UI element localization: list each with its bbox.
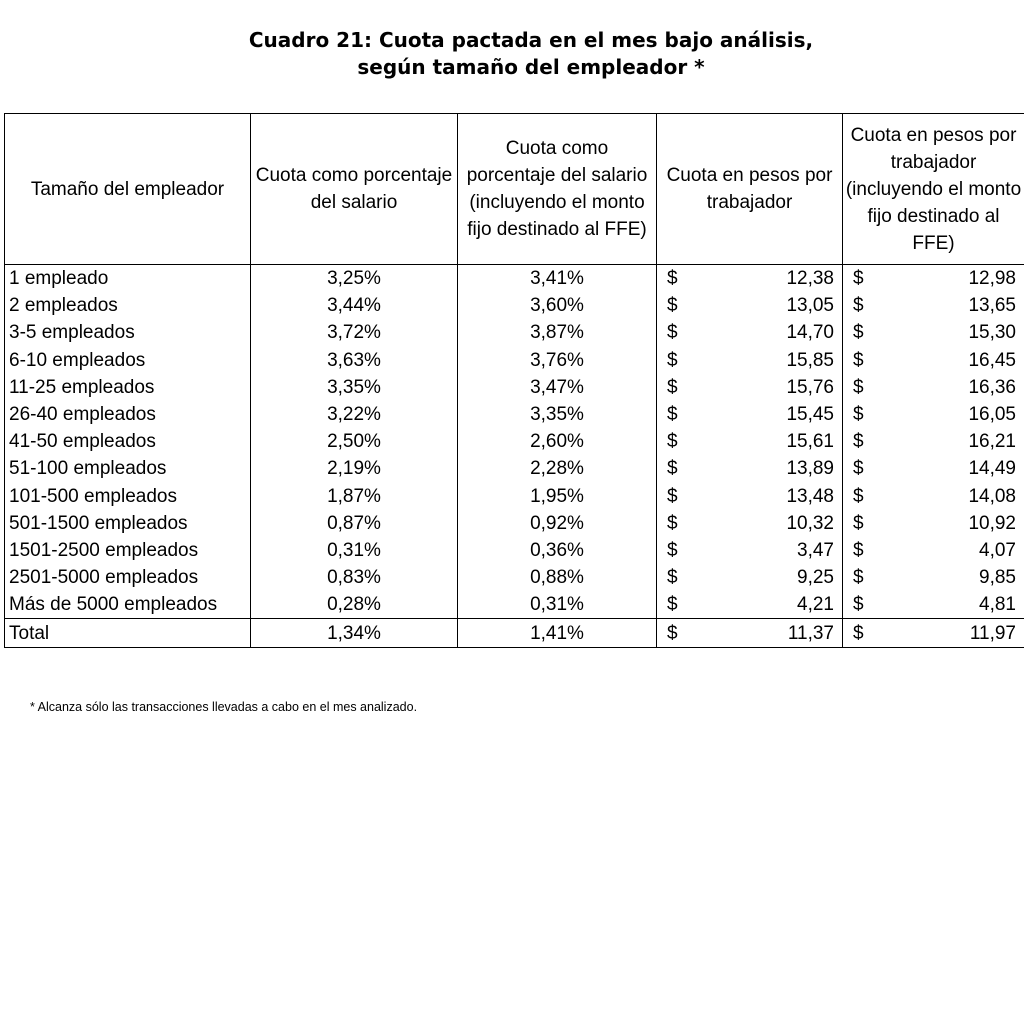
pct-salary-ffe-cell: 3,47% [458,374,657,401]
pct-salary-cell: 0,87% [251,510,458,537]
pct-salary-cell: 3,22% [251,401,458,428]
employer-size-cell: 41-50 empleados [5,428,251,455]
pct-salary-cell: 0,83% [251,564,458,591]
amount-value: 15,61 [786,431,834,453]
pesos-worker-cell [657,510,843,537]
pesos-worker-ffe-cell [843,455,1024,482]
amount-value: 4,07 [979,539,1016,561]
amount-value: 16,05 [968,404,1016,426]
currency-symbol: $ [853,322,864,344]
pesos-worker-ffe-cell [843,510,1024,537]
pct-salary-ffe-cell: 3,87% [458,319,657,346]
pesos-worker-ffe-cell [843,483,1024,510]
currency-symbol: $ [667,485,678,507]
pesos-worker-cell [657,428,843,455]
employer-size-cell: Total [5,619,251,647]
pct-salary-ffe-cell: 3,41% [458,265,657,293]
pesos-worker-cell [657,401,843,428]
header-pesos-worker: Cuota en pesos por trabajador [657,114,843,265]
currency-symbol: $ [667,458,678,480]
amount-value: 13,48 [786,485,834,507]
amount-value: 15,76 [786,376,834,398]
employer-size-cell: 3-5 empleados [5,319,251,346]
amount-value: 13,05 [786,295,834,317]
currency-symbol: $ [853,485,864,507]
currency-symbol: $ [667,268,678,290]
pesos-worker-cell [657,564,843,591]
currency-symbol: $ [853,512,864,534]
employer-size-cell: 6-10 empleados [5,347,251,374]
table-row [5,347,1024,374]
currency-symbol: $ [853,539,864,561]
amount-value: 14,49 [968,458,1016,480]
amount-value: 15,85 [786,349,834,371]
amount-value: 15,30 [968,322,1016,344]
amount-value: 10,32 [786,512,834,534]
amount-value: 14,70 [786,322,834,344]
pesos-worker-cell [657,319,843,346]
pct-salary-cell: 1,34% [251,619,458,647]
pct-salary-ffe-cell: 0,31% [458,591,657,619]
amount-value: 12,98 [968,268,1016,290]
pesos-worker-ffe-cell [843,319,1024,346]
title-line-1: Cuadro 21: Cuota pactada en el mes bajo análisis, [248,28,814,52]
table-row [5,483,1024,510]
currency-symbol: $ [667,431,678,453]
amount-value: 16,21 [968,431,1016,453]
pesos-worker-cell [657,537,843,564]
pct-salary-cell: 3,25% [251,265,458,293]
pct-salary-ffe-cell: 3,60% [458,292,657,319]
pesos-worker-cell [657,619,843,647]
pesos-worker-ffe-cell [843,292,1024,319]
pesos-worker-cell [657,292,843,319]
currency-symbol: $ [853,349,864,371]
table-row [5,265,1024,293]
currency-symbol: $ [853,376,864,398]
employer-size-cell: 11-25 empleados [5,374,251,401]
employer-size-cell: 2 empleados [5,292,251,319]
pct-salary-ffe-cell: 0,92% [458,510,657,537]
employer-size-cell: 51-100 empleados [5,455,251,482]
currency-symbol: $ [853,567,864,589]
amount-value: 9,85 [979,567,1016,589]
amount-value: 12,38 [786,268,834,290]
amount-value: 11,97 [969,622,1016,644]
pct-salary-ffe-cell: 3,35% [458,401,657,428]
currency-symbol: $ [667,376,678,398]
table-row [5,591,1024,619]
pct-salary-cell: 0,28% [251,591,458,619]
currency-symbol: $ [853,458,864,480]
pct-salary-ffe-cell: 1,41% [458,619,657,647]
currency-symbol: $ [853,404,864,426]
pct-salary-cell: 1,87% [251,483,458,510]
pesos-worker-ffe-cell [843,428,1024,455]
footnote: * Alcanza sólo las transacciones llevadas a cabo en el mes analizado. [30,700,418,714]
currency-symbol: $ [853,431,864,453]
currency-symbol: $ [667,295,678,317]
table-row [5,401,1024,428]
currency-symbol: $ [853,622,864,644]
pct-salary-cell: 3,35% [251,374,458,401]
pct-salary-ffe-cell: 0,88% [458,564,657,591]
table-title [0,27,1024,81]
pct-salary-cell: 3,44% [251,292,458,319]
table-row [5,537,1024,564]
employer-size-cell: 1 empleado [5,265,251,293]
pct-salary-cell: 3,72% [251,319,458,346]
employer-size-cell: 1501-2500 empleados [5,537,251,564]
pct-salary-cell: 2,19% [251,455,458,482]
currency-symbol: $ [667,567,678,589]
currency-symbol: $ [667,404,678,426]
header-employer-size: Tamaño del empleador [5,114,251,265]
employer-size-cell: 2501-5000 empleados [5,564,251,591]
pct-salary-ffe-cell: 1,95% [458,483,657,510]
pesos-worker-ffe-cell [843,537,1024,564]
pesos-worker-cell [657,455,843,482]
currency-symbol: $ [667,322,678,344]
currency-symbol: $ [667,512,678,534]
table-row [5,292,1024,319]
pesos-worker-ffe-cell [843,347,1024,374]
total-row [5,619,1024,647]
quota-table [4,113,1024,648]
header-pct-salary-ffe: Cuota como porcentaje del salario (incluyendo el monto fijo destinado al FFE) [458,114,657,265]
pesos-worker-ffe-cell [843,265,1024,293]
amount-value: 11,37 [787,622,834,644]
pesos-worker-cell [657,265,843,293]
pct-salary-cell: 3,63% [251,347,458,374]
header-row [5,114,1024,265]
table-row [5,319,1024,346]
amount-value: 3,47 [797,539,834,561]
table-row [5,455,1024,482]
pesos-worker-cell [657,347,843,374]
employer-size-cell: 501-1500 empleados [5,510,251,537]
table-body [5,265,1024,648]
currency-symbol: $ [667,349,678,371]
amount-value: 13,89 [786,458,834,480]
table-row [5,374,1024,401]
amount-value: 16,36 [968,376,1016,398]
amount-value: 14,08 [968,485,1016,507]
pct-salary-cell: 2,50% [251,428,458,455]
employer-size-cell: 26-40 empleados [5,401,251,428]
amount-value: 10,92 [968,512,1016,534]
table-row [5,510,1024,537]
employer-size-cell: 101-500 empleados [5,483,251,510]
header-pesos-worker-ffe: Cuota en pesos por trabajador (incluyendo el monto fijo destinado al FFE) [843,114,1024,265]
pct-salary-ffe-cell: 2,28% [458,455,657,482]
amount-value: 9,25 [797,567,834,589]
currency-symbol: $ [853,268,864,290]
employer-size-cell: Más de 5000 empleados [5,591,251,619]
pesos-worker-ffe-cell [843,591,1024,619]
table-row [5,564,1024,591]
pesos-worker-cell [657,374,843,401]
pesos-worker-ffe-cell [843,401,1024,428]
pesos-worker-ffe-cell [843,619,1024,647]
amount-value: 16,45 [968,349,1016,371]
pct-salary-ffe-cell: 3,76% [458,347,657,374]
currency-symbol: $ [853,594,864,616]
amount-value: 4,81 [979,594,1016,616]
pesos-worker-cell [657,591,843,619]
header-pct-salary: Cuota como porcentaje del salario [251,114,458,265]
amount-value: 13,65 [968,295,1016,317]
pct-salary-ffe-cell: 0,36% [458,537,657,564]
currency-symbol: $ [667,622,678,644]
amount-value: 4,21 [797,594,834,616]
pct-salary-ffe-cell: 2,60% [458,428,657,455]
currency-symbol: $ [853,295,864,317]
amount-value: 15,45 [786,404,834,426]
table-row [5,428,1024,455]
pesos-worker-ffe-cell [843,374,1024,401]
pesos-worker-cell [657,483,843,510]
pct-salary-cell: 0,31% [251,537,458,564]
currency-symbol: $ [667,539,678,561]
pesos-worker-ffe-cell [843,564,1024,591]
currency-symbol: $ [667,594,678,616]
title-line-2: según tamaño del empleador * [357,55,705,79]
